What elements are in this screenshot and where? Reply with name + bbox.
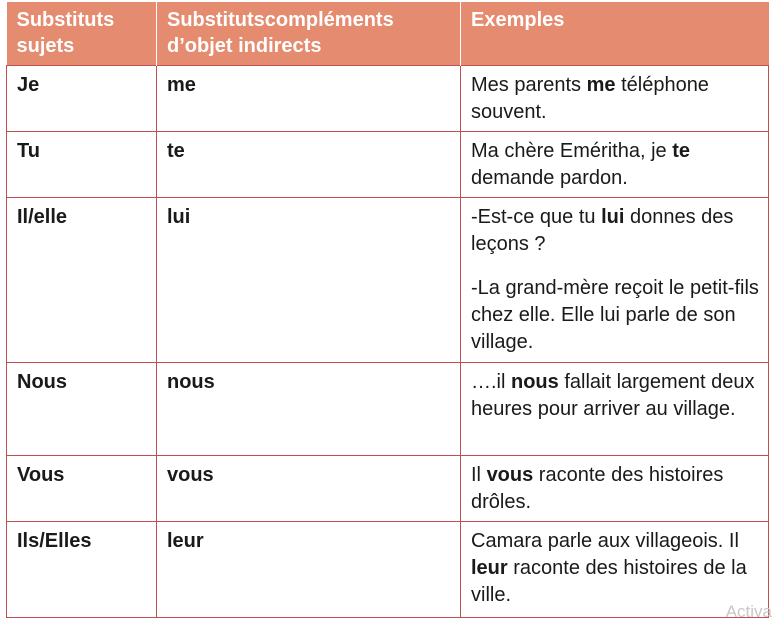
table-row [7,363,769,456]
header-row [7,2,769,66]
table-row [7,132,769,198]
header-indirect: Substitutscompléments d’objet indirects [157,2,461,66]
table-row [7,456,769,522]
subject-pronoun: Je [7,66,157,132]
subject-pronoun: Nous [7,363,157,456]
indirect-pronoun: lui [157,198,461,363]
activation-watermark: Activa [725,602,772,621]
example-cell [461,132,769,198]
subject-pronoun: Tu [7,132,157,198]
indirect-pronoun: te [157,132,461,198]
subject-pronoun: Vous [7,456,157,522]
example-cell [461,522,769,618]
subject-pronoun: Ils/Elles [7,522,157,618]
example-cell [461,198,769,363]
indirect-pronoun: vous [157,456,461,522]
table-row [7,522,769,618]
header-examples: Exemples [461,2,769,66]
example-cell [461,456,769,522]
indirect-pronoun: leur [157,522,461,618]
example-cell [461,66,769,132]
example-sentence: Mes parents me téléphone souvent. [471,74,709,123]
indirect-pronoun: me [157,66,461,132]
header-subject: Substituts sujets [7,2,157,66]
example-sentence: -Est-ce que tu lui donnes des leçons ? [471,206,734,255]
subject-pronoun: Il/elle [7,198,157,363]
example-sentence: Il vous raconte des histoires drôles. [471,464,724,513]
indirect-pronoun: nous [157,363,461,456]
example-cell [461,363,769,456]
example-sentence: -La grand-mère reçoit le petit-fils chez elle. Elle lui parle de son village. [471,277,759,353]
example-sentence: Camara parle aux villageois. Il leur raconte des histoires de la ville. [471,530,747,606]
example-sentence: ….il nous fallait largement deux heures pour arriver au village. [471,371,755,420]
table-row [7,66,769,132]
example-sentence: Ma chère Eméritha, je te demande pardon. [471,140,690,189]
table-row [7,198,769,363]
pronoun-table [6,2,769,618]
